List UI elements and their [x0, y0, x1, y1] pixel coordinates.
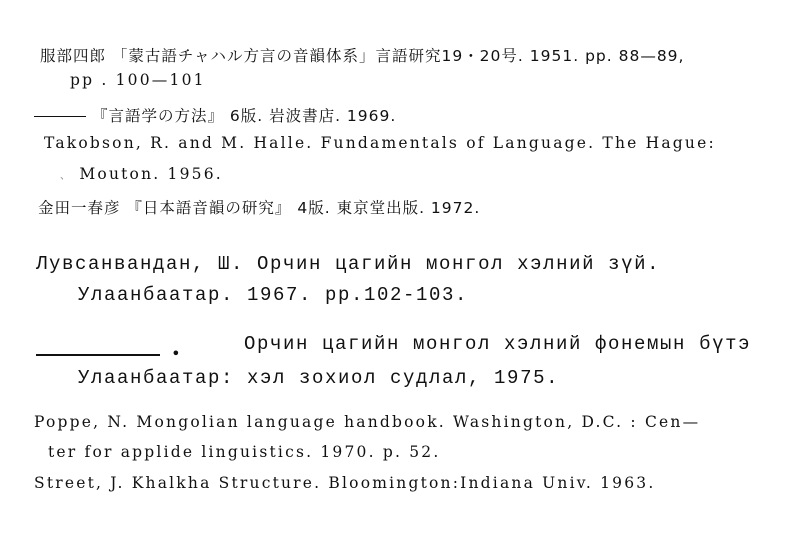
ref-street: Street, J. Khalkha Structure. Bloomington:Indiana Univ. 1963.	[34, 474, 656, 492]
ref-kindaichi: 金田一春彦 『日本語音韻の研究』 4版. 東京堂出版. 1972.	[38, 199, 481, 217]
ref-jakobson-cont	[60, 165, 223, 183]
ref-jakobson-cont-text: Mouton. 1956.	[79, 165, 223, 183]
ref-luvsan-2: Орчин цагийн монгол хэлний фонемын бүтэ	[244, 333, 752, 355]
ref-hattori-2	[34, 104, 396, 126]
ref-poppe-cont: ter for applide linguistics. 1970. p. 52.	[48, 443, 441, 461]
repeat-author-dash	[36, 354, 160, 356]
ref-hattori-1-cont: pp . 100—101	[70, 71, 206, 89]
ref-hattori-1: 服部四郎 「蒙古語チャハル方言の音韻体系」言語研究19・20号. 1951. pp. 88—89,	[40, 47, 685, 65]
repeat-author-dash	[34, 116, 86, 117]
ref-jakobson: Takobson, R. and M. Halle. Fundamentals of Language. The Hague:	[44, 134, 716, 152]
stray-mark: 、	[60, 171, 73, 182]
ref-luvsan-1-cont: Улаанбаатар. 1967. pp.102-103.	[78, 284, 469, 306]
dash-dot: •	[171, 344, 181, 363]
ref-luvsan-2-cont: Улаанбаатар: хэл зохиол судлал, 1975.	[78, 367, 560, 389]
ref-luvsan-2-dash	[36, 344, 181, 363]
ref-poppe: Poppe, N. Mongolian language handbook. Washington, D.C. : Cen—	[34, 413, 701, 431]
ref-hattori-2-text: 『言語学の方法』 6版. 岩波書店. 1969.	[91, 107, 397, 125]
ref-luvsan-1: Лувсанвандан, Ш. Орчин цагийн монгол хэлний зүй.	[36, 253, 661, 275]
